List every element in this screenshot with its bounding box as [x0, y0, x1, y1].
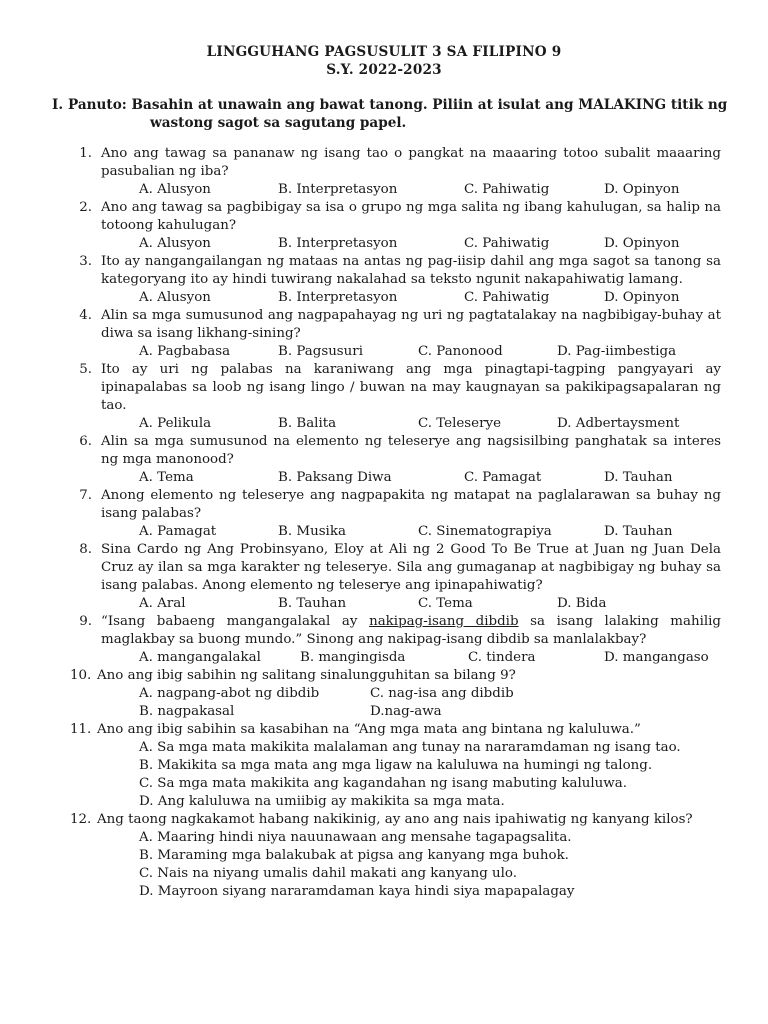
option-d: D. Tauhan: [604, 470, 673, 485]
option-d: D. Tauhan: [604, 524, 673, 539]
option-a: A. Tema: [139, 470, 194, 485]
question-number: 10.: [70, 668, 92, 683]
question-text: Ito ay uri ng palabas na karaniwang ang mga pinagtapi-tagping pangyayari ay ipinapalabas sa loob ng isang lingo / buwan na may kaugnayan sa pakikipagsapalaran ng tao.: [101, 362, 721, 413]
option-c: C. Pahiwatig: [464, 236, 550, 251]
question-text: Ano ang tawag sa pananaw ng isang tao o pangkat na maaaring totoo subalit maaaring pasubalian ng iba?: [101, 146, 721, 179]
option-b: B. Interpretasyon: [278, 290, 398, 305]
option-b: B. Musika: [278, 524, 346, 539]
question-text: Ito ay nangangailangan ng mataas na antas ng pag-iisip dahil ang mga sagot sa tanong sa kategoryang ito ay hindi tuwirang nakalahad sa teksto ngunit nakapahiwatig lamang.: [101, 254, 721, 287]
option-a: A. Pelikula: [139, 416, 212, 431]
question-number: 11.: [70, 722, 92, 737]
option-c: C. Nais na niyang umalis dahil makati ang kanyang ulo.: [139, 866, 518, 881]
option-d: D. Mayroon siyang nararamdaman kaya hindi siya mapapalagay: [139, 884, 575, 899]
option-d: D. Opinyon: [604, 236, 680, 251]
option-d: D. Adbertaysment: [557, 416, 680, 431]
option-c: C. Sinematograpiya: [418, 524, 552, 539]
option-b: B. Balita: [278, 416, 337, 431]
option-c: C. Teleserye: [418, 416, 501, 431]
option-a: A. Alusyon: [139, 290, 211, 305]
question-text: Ano ang tawag sa pagbibigay sa isa o grupo ng mga salita ng ibang kahulugan, sa halip na totoong kahulugan?: [101, 200, 721, 233]
question-number: 6.: [79, 434, 92, 449]
option-d: D.nag-awa: [370, 704, 442, 719]
question-text: Alin sa mga sumusunod na elemento ng teleserye ang nagsisilbing panghatak sa interes ng mga manonood?: [101, 434, 721, 467]
option-d: D. Opinyon: [604, 182, 680, 197]
section-number: I.: [52, 97, 64, 113]
option-c: C. tindera: [468, 650, 536, 665]
question-number: 3.: [79, 254, 92, 269]
exam-title: LINGGUHANG PAGSUSULIT 3 SA FILIPINO 9: [206, 44, 562, 60]
option-a: A. Maaring hindi niya nauunawaan ang mensahe tagapagsalita.: [139, 830, 572, 845]
question-number: 8.: [79, 542, 92, 557]
option-c: C. Pahiwatig: [464, 182, 550, 197]
option-a: A. Alusyon: [139, 182, 211, 197]
question-text: Ano ang ibig sabihin ng salitang sinalungguhitan sa bilang 9?: [97, 668, 516, 683]
option-b: B. nagpakasal: [139, 704, 235, 719]
school-year: S.Y. 2022-2023: [326, 62, 442, 78]
question-text: [101, 613, 721, 649]
option-c: C. Pamagat: [464, 470, 542, 485]
option-a: A. mangangalakal: [139, 650, 261, 665]
option-c: C. Panonood: [418, 344, 503, 359]
option-b: B. Interpretasyon: [278, 236, 398, 251]
question-text: Sina Cardo ng Ang Probinsyano, Eloy at Ali ng 2 Good To Be True at Juan ng Juan Dela Cruz ay ilan sa mga karakter ng teleserye. Sila ang gumaganap at nagbibigay ng buhay sa isang palabas. Anong elemento ng teleserye ang ipinapahiwatig?: [101, 542, 721, 593]
question-text: Ano ang ibig sabihin sa kasabihan na “Ang mga mata ang bintana ng kaluluwa.”: [97, 722, 641, 737]
underlined-phrase: nakipag-isang dibdib: [369, 614, 519, 629]
option-d: D. Pag-iimbestiga: [557, 344, 677, 359]
option-c: C. Tema: [418, 596, 473, 611]
option-c: C. nag-isa ang dibdib: [370, 686, 514, 701]
option-b: B. mangingisda: [300, 650, 406, 665]
question-number: 12.: [70, 812, 92, 827]
option-a: A. Aral: [139, 596, 186, 611]
question-text: Ang taong nagkakamot habang nakikinig, ay ano ang nais ipahiwatig ng kanyang kilos?: [97, 812, 693, 827]
option-a: A. Pamagat: [139, 524, 217, 539]
option-b: B. Paksang Diwa: [278, 470, 392, 485]
question-number: 9.: [79, 614, 92, 629]
option-d: D. Opinyon: [604, 290, 680, 305]
question-text: Alin sa mga sumusunod ang nagpapahayag ng uri ng pagtatalakay na nagbibigay-buhay at diwa sa isang likhang-sining?: [101, 308, 721, 341]
question-text: Anong elemento ng teleserye ang nagpapakita ng matapat na paglalarawan sa buhay ng isang palabas?: [101, 488, 721, 521]
option-a: A. Pagbabasa: [139, 344, 231, 359]
option-b: B. Makikita sa mga mata ang mga ligaw na kaluluwa na humingi ng talong.: [139, 758, 653, 773]
question-text-before: “Isang babaeng mangangalakal ay: [101, 614, 358, 629]
option-b: B. Interpretasyon: [278, 182, 398, 197]
question-number: 4.: [79, 308, 92, 323]
option-b: B. Pagsusuri: [278, 344, 363, 359]
option-d: D. Bida: [557, 596, 607, 611]
question-number: 2.: [79, 200, 92, 215]
option-a: A. Sa mga mata makikita malalaman ang tunay na nararamdaman ng isang tao.: [139, 740, 681, 755]
option-b: B. Maraming mga balakubak at pigsa ang kanyang mga buhok.: [139, 848, 569, 863]
option-a: A. nagpang-abot ng dibdib: [139, 686, 320, 701]
question-number: 5.: [79, 362, 92, 377]
option-d: D. Ang kaluluwa na umiibig ay makikita sa mga mata.: [139, 794, 505, 809]
option-c: C. Pahiwatig: [464, 290, 550, 305]
question-number: 1.: [79, 146, 92, 161]
option-d: D. mangangaso: [604, 650, 709, 665]
option-b: B. Tauhan: [278, 596, 347, 611]
question-number: 7.: [79, 488, 92, 503]
option-a: A. Alusyon: [139, 236, 211, 251]
instructions-line-1: Panuto: Basahin at unawain ang bawat tanong. Piliin at isulat ang MALAKING titik ng: [68, 97, 728, 113]
option-c: C. Sa mga mata makikita ang kagandahan ng isang mabuting kaluluwa.: [139, 776, 628, 791]
question-text-after: sa isang lalaking mahilig maglakbay sa buong mundo.” Sinong ang nakipag-isang dibdib sa manlalakbay?: [101, 614, 721, 647]
instructions-line-2: wastong sagot sa sagutang papel.: [150, 115, 407, 131]
